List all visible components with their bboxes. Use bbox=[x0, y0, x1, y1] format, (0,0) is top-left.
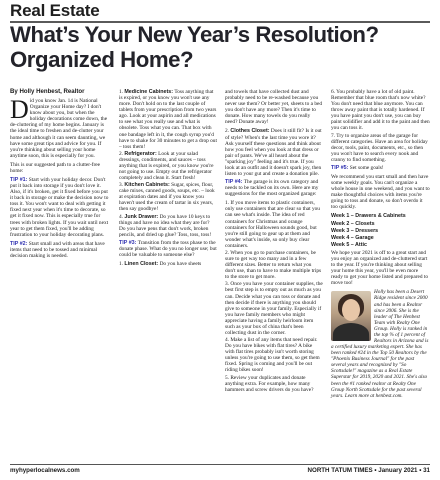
list-item: 7. Try to organize areas of the garage for different categories. Have an area for holiday decor, tools, paint, documents, etc., so then you won't have to search every nook and cranny to find something. bbox=[331, 132, 428, 163]
footer-rule bbox=[10, 464, 430, 465]
week-item: Week 4 – Garage bbox=[331, 234, 374, 241]
tip-5-text: Set some goals! bbox=[349, 164, 384, 171]
dropcap: D bbox=[10, 95, 29, 125]
tip-5-label: TIP #5: bbox=[331, 164, 349, 171]
list-item: 3. Kitchen Cabinets: Sugar, spices, flour, cake mixes, canned goods, soups, etc. – look at expiration dates and if you know you haven't used the cream of tartar in six years, then say goodbye! bbox=[119, 182, 215, 213]
suggestion-text: This is our suggested path to a clutter-free home: bbox=[10, 161, 100, 174]
donate-list bbox=[225, 128, 323, 177]
intro-text: id you know Jan. 14 is National Organize your Home day? I don't know about you, but when the holiday decorations come down, the de-cluttering of my home begins. January is the ideal time to freshen and de-clutter your home and although it can seem daunting, we have some great tips and advice for you. If you're thinking about selling your home anytime soon, this is especially for you. bbox=[10, 98, 108, 159]
author-bio-text: Holly has been a Desert Ridge resident since 2000 and has been a Realtor since 2006. She is the leader of The Henbest Team with Realty One Group. Holly is ranked in the top % of 1 percent of Realtors in Arizona and is a certified luxury marketing expert. She has been ranked #24 in the Top 50 Realtors by the "Phoenix Business Journal" for the past several years and recognized by "So Scottsdale!" magazine as a Real Estate Superstar for 2019, 2020 and 2021. She's also been the #1 ranked realtor at Realty One Group North Scottsdale for the past several years. Learn more at henbest.com. bbox=[331, 289, 429, 399]
list-item: 4. Junk Drawer: Do you have 10 keys to things and have no idea what they are for? Do you have pens that don't work, broken pencils, and dried up glue? Toss, toss, toss! bbox=[119, 213, 212, 238]
byline: By Holly Henbest, Realtor bbox=[10, 88, 85, 95]
tip-4-label: TIP #4: bbox=[225, 179, 243, 186]
footer-issue: January 2021 bbox=[378, 467, 418, 474]
tip-2 bbox=[10, 241, 110, 259]
list-item: 4. Make a list of any items that need repair. Do you have bikes with flat tires? A bike with flat tires probably isn't worth storing unless you're going to use them, so get them fixed. Spring is coming and you'll be out riding bikes soon! bbox=[225, 337, 320, 374]
tip-3-label: TIP #3: bbox=[119, 239, 137, 246]
headline: What’s Your New Year’s Resolution? Organized Home? bbox=[10, 22, 379, 72]
weekly-goals-list bbox=[331, 213, 430, 247]
tip-1-text: Start with your holiday decor. Don't put it back into storage if you don't love it. Also, if it's broken, get it fixed before you put it back in storage or make the decision now to toss it. You won't want to deal with getting it fixed next year when it's time to decorate, so get it fixed now. This is especially true for trees with broken lights. If you wait until next year to get them fixed, you'll be adding frustration to your holiday decorating plans. bbox=[10, 177, 109, 238]
list-item: 6. You probably have a lot of old paint. Remember that blue room that's now white? You don't need that blue anymore. You can throw away paint that is totally hardened. If you have paint you don't use, you can buy paint solidifier and add it to the paint and then you can toss it. bbox=[331, 89, 430, 132]
linen-closet-item: 1. Linen Closet: Do you have sheets bbox=[119, 261, 202, 268]
closing-paragraph: We hope your 2021 is off to a great start and you enjoy an organized and de-cluttered start to the year. If you're thinking about selling your home this year, you'll be even more ready to get your home listed and prepared to move too! bbox=[331, 249, 429, 287]
list-item: 2. Clothes Closet: Does it still fit? Is it out of style? When's the last time you wore it? Ask yourself these questions and think about how you feel when you look at that dress or pair of pants. We've all heard about the "sparking joy" feeling and it's true. If you look at an outfit and it doesn't spark joy, then listen to your gut and create a donation pile. bbox=[225, 128, 322, 178]
list-item: 5. Review your duplicates and donate anything extra. For example, how many hammers and screw drivers do you have? bbox=[225, 374, 314, 393]
list-item: 1. Medicine Cabinets: Toss anything that is expired, or you know you won't use any more. Don't hold on to the last couple of tablets from your prescription from two years ago. Look at your aspirin and all medications to see what you really use and what is obsolete. Toss what you can. That box with one bandage left in it, the cough syrup you'd have to shake for 30 minutes to get a drop out – toss them! bbox=[119, 89, 217, 150]
footer-page-number: 31 bbox=[423, 467, 430, 474]
list-item: 3. Once you have your container supplies, the best first step is to empty out as much as you can. Decide what you can toss or donate and then decide if there is anything you should give to someone in your family. Especially if you have family members who might appreciate having a family heirloom item such as your box of china that's been collecting dust in the corner. bbox=[225, 281, 323, 336]
linen-closet-continued: and towels that have collected dust and probably need to be re-washed because you never use them? Or better yet, sheets to a bed you don't have any more? Then it's time to donate. How many towels do you really need? Donate away! bbox=[225, 89, 323, 126]
list-item: 2. When you go to purchase containers, be sure to get way too many and in a few different sizes. Better to return what you don't use, than to have to make multiple trips to the store to get more. bbox=[225, 249, 322, 281]
tip-4-text: The garage is its own category and needs to be tackled on its own. Here are my suggestions for the most organized garage: bbox=[225, 179, 319, 198]
week-item: Week 1 – Drawers & Cabinets bbox=[331, 213, 406, 220]
footer-sep: • bbox=[374, 467, 377, 474]
week-item: Week 2 – Closets bbox=[331, 220, 375, 227]
tip-1-label: TIP #1: bbox=[10, 177, 28, 184]
cleanup-list bbox=[119, 89, 217, 238]
tip-3 bbox=[119, 240, 217, 258]
column-3 bbox=[225, 89, 323, 395]
list-item: 1. If you move items to plastic containers, only use containers that are clear so that you can see what's inside. The idea of red containers for Christmas and orange containers for Halloween sounds good, but you're still going to gear up at them and wonder what's inside, so only buy clear containers. bbox=[225, 200, 320, 249]
author-photo bbox=[331, 291, 371, 341]
footer-publication: NORTH TATUM TIMES bbox=[307, 467, 373, 474]
footer-publication-info bbox=[308, 467, 430, 474]
week-item: Week 5 – Attic bbox=[331, 241, 367, 248]
garage-list bbox=[225, 200, 323, 392]
week-item: Week 3 – Dressers bbox=[331, 227, 379, 234]
section-label: Real Estate bbox=[10, 1, 100, 20]
goals-intro: We recommend you start small and then have some weekly goals. You can't organize a whole house in one weekend, and you want to make thoughtful choices with items you're going to toss and donate, so don't overdo it too quickly. bbox=[331, 174, 430, 211]
tip-4 bbox=[225, 179, 323, 197]
footer-website: myhyperlocalnews.com bbox=[10, 467, 80, 474]
garage-list-continued bbox=[331, 89, 430, 163]
author-bio bbox=[331, 289, 430, 398]
column-4 bbox=[331, 89, 430, 399]
intro-paragraph bbox=[10, 95, 110, 159]
tip-3-text: Transition from the toss phase to the donate phase. What do you no longer use; but could be valuable to someone else? bbox=[119, 239, 217, 259]
list-item: 2. Refrigerator: Look at your salad dressings, condiments, and sauces – toss anything that is expired, or you know you're not going to use. Empty out the refrigerator completely and clean it. Start fresh! bbox=[119, 150, 214, 182]
column-1 bbox=[10, 89, 110, 262]
column-2 bbox=[119, 89, 217, 270]
footer-sep: • bbox=[419, 467, 422, 474]
tip-2-text: Start small and with areas that have items that need to be tossed and minimal decision making is needed. bbox=[10, 240, 105, 259]
tip-5 bbox=[331, 165, 430, 171]
tip-2-label: TIP #2: bbox=[10, 240, 28, 247]
tip-1 bbox=[10, 177, 110, 238]
